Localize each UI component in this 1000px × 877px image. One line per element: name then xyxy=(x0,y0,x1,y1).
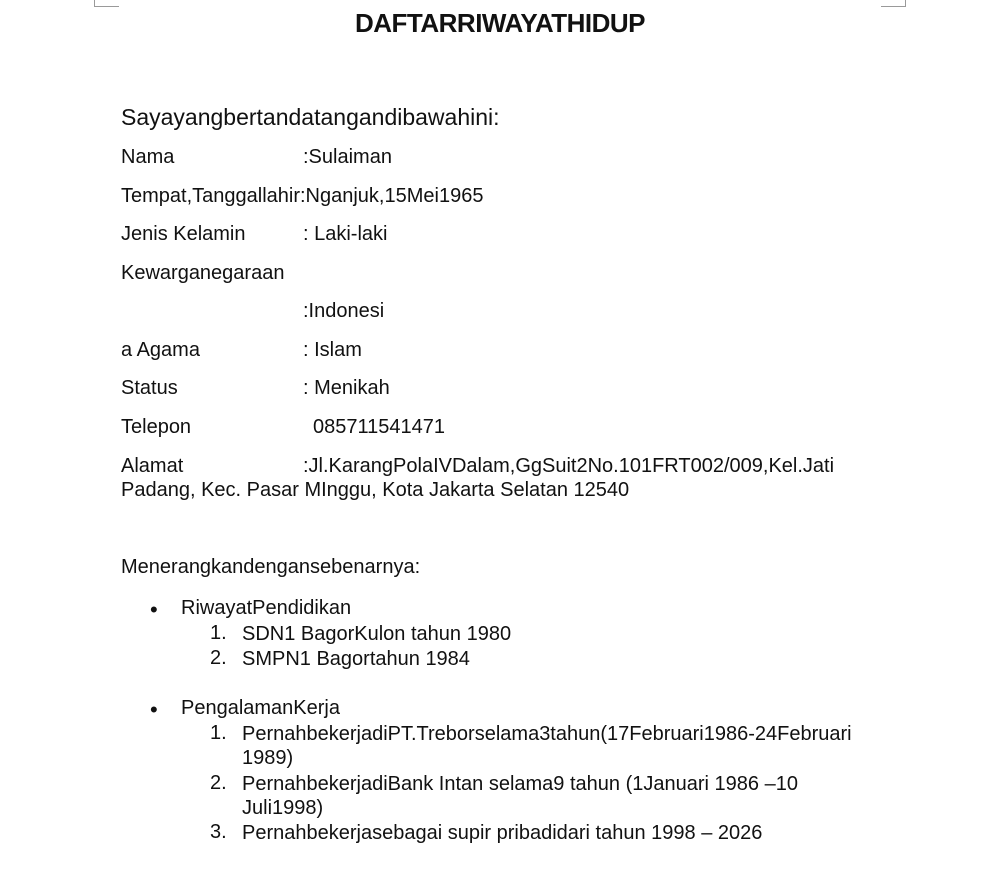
field-value-telepon: 085711541471 xyxy=(313,416,445,438)
list-item-pendidikan: SMPN1 Bagortahun 1984 xyxy=(242,648,470,670)
section-title-pengalaman: PengalamanKerja xyxy=(181,697,340,719)
field-value-status: : Menikah xyxy=(303,377,390,399)
field-value-nama: :Sulaiman xyxy=(303,146,392,168)
field-jenis-kelamin xyxy=(121,223,246,246)
bullet-pengalaman: • xyxy=(150,697,158,722)
document-title: DAFTARRIWAYATHIDUP xyxy=(354,8,645,38)
list-number: 1. xyxy=(210,622,227,644)
list-item-pengalaman: Pernahbekerjasebagai supir pribadidari tahun 1998 – 2026 xyxy=(242,822,763,844)
bullet-pendidikan: • xyxy=(150,597,158,622)
list-number: 2. xyxy=(210,772,227,794)
field-tempat-tanggal-lahir: Tempat,Tanggallahir:Nganjuk,15Mei1965 xyxy=(121,185,484,207)
menerangkan-text: Menerangkandengansebenarnya: xyxy=(121,556,421,578)
field-label-status: Status xyxy=(121,377,178,399)
field-label-kewarganegaraan: Kewarganegaraan xyxy=(121,262,285,284)
list-item-pendidikan: SDN1 BagorKulon tahun 1980 xyxy=(242,623,512,645)
field-value-jenis-kelamin: : Laki-laki xyxy=(303,223,388,245)
section-title-pendidikan: RiwayatPendidikan xyxy=(181,597,352,619)
list-number: 1. xyxy=(210,722,227,744)
field-label-telepon: Telepon xyxy=(121,416,192,438)
page-corner-mark-right xyxy=(881,0,906,7)
list-item-pengalaman: PernahbekerjadiPT.Treborselama3tahun(17Februari1986-24Februari 1989) xyxy=(242,723,852,769)
list-number: 2. xyxy=(210,647,227,669)
list-item-pengalaman: PernahbekerjadiBank Intan selama9 tahun (1Januari 1986 –10 Juli1998) xyxy=(242,773,798,819)
list-number: 3. xyxy=(210,821,227,843)
field-label-jenis-kelamin: Jenis Kelamin xyxy=(121,223,246,245)
field-label-agama: a Agama xyxy=(121,339,200,361)
field-label-nama: Nama xyxy=(121,146,175,168)
field-nama xyxy=(121,146,174,169)
field-value-kewarganegaraan: :Indonesi xyxy=(303,300,385,322)
field-alamat xyxy=(121,454,851,502)
field-label-alamat: Alamat xyxy=(121,455,184,477)
field-value-alamat: :Jl.KarangPolaIVDalam,GgSuit2No.101FRT002/009,Kel.Jati Padang, Kec. Pasar MInggu, Kota Jakarta Selatan 12540 xyxy=(121,455,835,501)
intro-text: Sayayangbertandatangandibawahini: xyxy=(121,104,500,130)
field-value-agama: : Islam xyxy=(303,339,362,361)
page-corner-mark-left xyxy=(94,0,119,7)
